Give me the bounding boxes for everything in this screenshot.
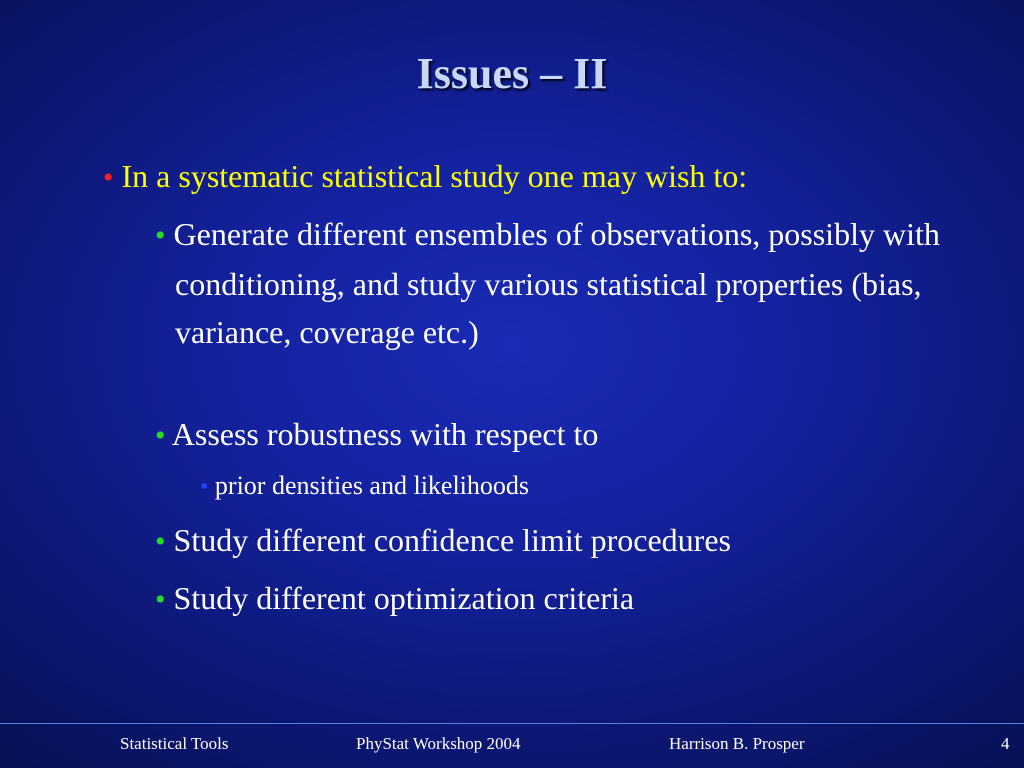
sub-bullet-text: Study different optimization criteria	[173, 580, 635, 616]
slide-title: Issues – II	[416, 49, 608, 98]
sub-bullet-generate	[155, 210, 965, 356]
bullet-green-icon: •	[155, 419, 166, 452]
footer-right: Harrison B. Prosper	[669, 734, 805, 753]
sub-sub-bullet-text: prior densities and likelihoods	[214, 471, 530, 500]
sub-bullet-optimization	[155, 574, 965, 624]
sub-bullet-text: Study different confidence limit procedures	[173, 522, 731, 558]
bullet-red-icon: •	[103, 161, 114, 194]
sub-bullet-assess	[155, 410, 965, 460]
bullet-green-icon: •	[155, 583, 166, 616]
bullet-level1-text: In a systematic statistical study one may wish to:	[121, 158, 748, 194]
bullet-green-icon: •	[155, 219, 166, 252]
page-number: 4	[1001, 734, 1010, 753]
sub-bullet-text: Assess robustness with respect to	[171, 416, 599, 452]
footer-left: Statistical Tools	[120, 734, 229, 753]
footer-center: PhyStat Workshop 2004	[356, 734, 521, 753]
bullet-blue-icon: •	[200, 474, 209, 500]
bullet-green-icon: •	[155, 525, 166, 558]
sub-sub-bullet-prior	[200, 468, 900, 505]
footer-divider	[0, 723, 1024, 724]
sub-bullet-text: Generate different ensembles of observations, possibly with conditioning, and study various statistical properties (bias, variance, coverage etc.)	[173, 216, 940, 350]
bullet-level1	[103, 152, 983, 202]
sub-bullet-confidence	[155, 516, 965, 566]
